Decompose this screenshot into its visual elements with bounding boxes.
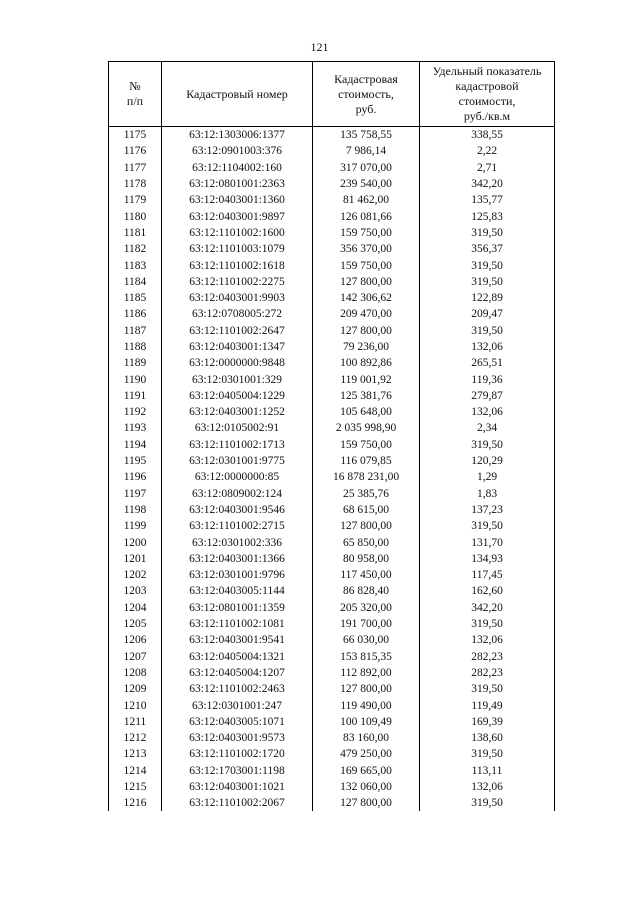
cadastral-value: 153 815,35: [313, 649, 420, 665]
cadastral-value: 2 035 998,90: [313, 420, 420, 436]
cadastral-value: 205 320,00: [313, 600, 420, 616]
row-index: 1202: [109, 567, 162, 583]
cadastral-number: 63:12:1101002:2647: [162, 323, 313, 339]
header-index: [109, 62, 162, 127]
row-index: 1185: [109, 290, 162, 306]
table-row: [109, 143, 555, 159]
cadastral-number: 63:12:1101002:1618: [162, 257, 313, 273]
cadastral-number: 63:12:1101003:1079: [162, 241, 313, 257]
specific-value: 1,83: [420, 486, 555, 502]
table-row: [109, 323, 555, 339]
row-index: 1206: [109, 632, 162, 648]
table-row: [109, 567, 555, 583]
row-index: 1179: [109, 192, 162, 208]
table-row: [109, 469, 555, 485]
row-index: 1181: [109, 225, 162, 241]
header-value-line3: руб.: [355, 101, 377, 116]
row-index: 1192: [109, 404, 162, 420]
specific-value: 135,77: [420, 192, 555, 208]
cadastral-value: 239 540,00: [313, 176, 420, 192]
table-row: [109, 534, 555, 550]
specific-value: 282,23: [420, 649, 555, 665]
table-row: [109, 486, 555, 502]
row-index: 1200: [109, 534, 162, 550]
cadastral-number: 63:12:0809002:124: [162, 486, 313, 502]
table-row: [109, 437, 555, 453]
table-row: [109, 388, 555, 404]
cadastral-value: 119 490,00: [313, 697, 420, 713]
row-index: 1212: [109, 730, 162, 746]
specific-value: 119,36: [420, 371, 555, 387]
table-row: [109, 730, 555, 746]
row-index: 1215: [109, 779, 162, 795]
specific-value: 119,49: [420, 697, 555, 713]
cadastral-number: 63:12:0403001:9897: [162, 208, 313, 224]
cadastral-value: 159 750,00: [313, 225, 420, 241]
cadastral-value: 127 800,00: [313, 274, 420, 290]
table-row: [109, 127, 555, 144]
table-row: [109, 665, 555, 681]
row-index: 1196: [109, 469, 162, 485]
cadastral-number: 63:12:0801001:2363: [162, 176, 313, 192]
cadastral-value: 127 800,00: [313, 795, 420, 811]
specific-value: 137,23: [420, 502, 555, 518]
cadastral-number: 63:12:1101002:2067: [162, 795, 313, 811]
cadastral-value: 127 800,00: [313, 323, 420, 339]
specific-value: 319,50: [420, 518, 555, 534]
specific-value: 209,47: [420, 306, 555, 322]
row-index: 1204: [109, 600, 162, 616]
cadastral-number: 63:12:0403001:1347: [162, 339, 313, 355]
cadastral-number: 63:12:0301001:329: [162, 371, 313, 387]
specific-value: 319,50: [420, 616, 555, 632]
specific-value: 132,06: [420, 404, 555, 420]
row-index: 1207: [109, 649, 162, 665]
cadastral-number: 63:12:0403001:1366: [162, 551, 313, 567]
header-specific-line4: руб./кв.м: [463, 109, 511, 123]
table-row: [109, 257, 555, 273]
row-index: 1189: [109, 355, 162, 371]
row-index: 1194: [109, 437, 162, 453]
table-row: [109, 371, 555, 387]
table-row: [109, 583, 555, 599]
cadastral-value: 159 750,00: [313, 257, 420, 273]
table-row: [109, 420, 555, 436]
specific-value: 138,60: [420, 730, 555, 746]
header-value-line1: Кадастровая: [334, 71, 398, 86]
table-row: [109, 697, 555, 713]
cadastral-number: 63:12:0403001:9541: [162, 632, 313, 648]
cadastral-value: 142 306,62: [313, 290, 420, 306]
header-cadastral-number: [162, 62, 313, 127]
cadastral-value: 127 800,00: [313, 518, 420, 534]
cadastral-number: 63:12:0403001:1252: [162, 404, 313, 420]
cadastral-number: 63:12:0301001:247: [162, 697, 313, 713]
cadastral-value: 119 001,92: [313, 371, 420, 387]
cadastral-number: 63:12:0403001:9903: [162, 290, 313, 306]
cadastral-number: 63:12:0403005:1144: [162, 583, 313, 599]
row-index: 1182: [109, 241, 162, 257]
table-row: [109, 404, 555, 420]
table-row: [109, 208, 555, 224]
table-row: [109, 241, 555, 257]
row-index: 1203: [109, 583, 162, 599]
specific-value: 319,50: [420, 681, 555, 697]
cadastral-value: 116 079,85: [313, 453, 420, 469]
cadastral-number: 63:12:0301001:9775: [162, 453, 313, 469]
cadastral-value: 209 470,00: [313, 306, 420, 322]
specific-value: 125,83: [420, 208, 555, 224]
cadastral-value: 79 236,00: [313, 339, 420, 355]
table-row: [109, 551, 555, 567]
row-index: 1180: [109, 208, 162, 224]
table-row: [109, 160, 555, 176]
table-row: [109, 290, 555, 306]
row-index: 1176: [109, 143, 162, 159]
cadastral-value: 65 850,00: [313, 534, 420, 550]
row-index: 1188: [109, 339, 162, 355]
row-index: 1209: [109, 681, 162, 697]
cadastral-number: 63:12:0708005:272: [162, 306, 313, 322]
row-index: 1187: [109, 323, 162, 339]
header-specific-line1: Удельный показатель: [432, 64, 542, 78]
cadastral-number: 63:12:0105002:91: [162, 420, 313, 436]
table-header-row: [109, 62, 555, 127]
specific-value: 162,60: [420, 583, 555, 599]
cadastral-value: 112 892,00: [313, 665, 420, 681]
cadastral-number: 63:12:0403005:1071: [162, 714, 313, 730]
table-row: [109, 746, 555, 762]
specific-value: 132,06: [420, 779, 555, 795]
specific-value: 356,37: [420, 241, 555, 257]
cadastral-value: 7 986,14: [313, 143, 420, 159]
table-row: [109, 632, 555, 648]
specific-value: 169,39: [420, 714, 555, 730]
header-specific-line3: стоимости,: [458, 94, 516, 108]
table-row: [109, 616, 555, 632]
cadastral-number: 63:12:0301002:336: [162, 534, 313, 550]
row-index: 1191: [109, 388, 162, 404]
specific-value: 319,50: [420, 274, 555, 290]
table-row: [109, 306, 555, 322]
specific-value: 319,50: [420, 225, 555, 241]
cadastral-number: 63:12:1104002:160: [162, 160, 313, 176]
cadastral-value: 126 081,66: [313, 208, 420, 224]
table-row: [109, 681, 555, 697]
row-index: 1213: [109, 746, 162, 762]
specific-value: 319,50: [420, 257, 555, 273]
row-index: 1211: [109, 714, 162, 730]
specific-value: 120,29: [420, 453, 555, 469]
specific-value: 342,20: [420, 176, 555, 192]
row-index: 1175: [109, 127, 162, 144]
header-specific-line2: кадастровой: [455, 79, 519, 93]
table-row: [109, 795, 555, 811]
table-row: [109, 355, 555, 371]
cadastral-number: 63:12:1101002:1600: [162, 225, 313, 241]
specific-value: 134,93: [420, 551, 555, 567]
table-row: [109, 779, 555, 795]
row-index: 1195: [109, 453, 162, 469]
row-index: 1177: [109, 160, 162, 176]
cadastral-value: 356 370,00: [313, 241, 420, 257]
cadastral-number: 63:12:0403001:1021: [162, 779, 313, 795]
row-index: 1210: [109, 697, 162, 713]
specific-value: 319,50: [420, 746, 555, 762]
cadastral-number: 63:12:0403001:9573: [162, 730, 313, 746]
cadastral-number: 63:12:0405004:1207: [162, 665, 313, 681]
specific-value: 132,06: [420, 632, 555, 648]
row-index: 1190: [109, 371, 162, 387]
specific-value: 279,87: [420, 388, 555, 404]
header-index-line2: п/п: [126, 94, 144, 108]
specific-value: 131,70: [420, 534, 555, 550]
table-row: [109, 502, 555, 518]
specific-value: 338,55: [420, 127, 555, 144]
cadastral-value: 68 615,00: [313, 502, 420, 518]
table-row: [109, 763, 555, 779]
specific-value: 2,22: [420, 143, 555, 159]
row-index: 1199: [109, 518, 162, 534]
table-row: [109, 649, 555, 665]
cadastral-number: 63:12:1101002:1713: [162, 437, 313, 453]
cadastral-number: 63:12:0901003:376: [162, 143, 313, 159]
row-index: 1201: [109, 551, 162, 567]
cadastral-value: 317 070,00: [313, 160, 420, 176]
cadastral-number: 63:12:1703001:1198: [162, 763, 313, 779]
cadastral-value: 105 648,00: [313, 404, 420, 420]
cadastral-value: 135 758,55: [313, 127, 420, 144]
header-specific-value: [420, 62, 555, 127]
row-index: 1198: [109, 502, 162, 518]
cadastral-value: 81 462,00: [313, 192, 420, 208]
cadastral-value: 159 750,00: [313, 437, 420, 453]
cadastral-value: 125 381,76: [313, 388, 420, 404]
table-row: [109, 714, 555, 730]
specific-value: 1,29: [420, 469, 555, 485]
cadastral-value: 86 828,40: [313, 583, 420, 599]
cadastral-number: 63:12:0403001:9546: [162, 502, 313, 518]
header-index-line1: №: [129, 79, 141, 93]
cadastral-value: 83 160,00: [313, 730, 420, 746]
row-index: 1205: [109, 616, 162, 632]
cadastral-value: 169 665,00: [313, 763, 420, 779]
row-index: 1178: [109, 176, 162, 192]
cadastral-number: 63:12:1101002:2463: [162, 681, 313, 697]
table-row: [109, 600, 555, 616]
cadastral-value: 127 800,00: [313, 681, 420, 697]
header-cadastral-value: [313, 62, 420, 127]
page-number: 121: [310, 40, 329, 54]
row-index: 1183: [109, 257, 162, 273]
table-body: [109, 127, 555, 812]
table-row: [109, 176, 555, 192]
specific-value: 132,06: [420, 339, 555, 355]
cadastral-number: 63:12:0301001:9796: [162, 567, 313, 583]
cadastral-number: 63:12:0801001:1359: [162, 600, 313, 616]
cadastral-number: 63:12:1101002:2275: [162, 274, 313, 290]
table-row: [109, 274, 555, 290]
table-row: [109, 453, 555, 469]
specific-value: 319,50: [420, 323, 555, 339]
cadastral-value: 132 060,00: [313, 779, 420, 795]
row-index: 1186: [109, 306, 162, 322]
row-index: 1184: [109, 274, 162, 290]
cadastral-number: 63:12:1303006:1377: [162, 127, 313, 144]
row-index: 1208: [109, 665, 162, 681]
cadastral-value: 80 958,00: [313, 551, 420, 567]
cadastral-number: 63:12:1101002:1720: [162, 746, 313, 762]
cadastral-number: 63:12:0000000:85: [162, 469, 313, 485]
specific-value: 319,50: [420, 437, 555, 453]
cadastral-value: 66 030,00: [313, 632, 420, 648]
specific-value: 265,51: [420, 355, 555, 371]
specific-value: 342,20: [420, 600, 555, 616]
cadastral-number: 63:12:1101002:1081: [162, 616, 313, 632]
specific-value: 282,23: [420, 665, 555, 681]
header-cadastral-number-text: Кадастровый номер: [186, 86, 288, 101]
specific-value: 117,45: [420, 567, 555, 583]
specific-value: 2,71: [420, 160, 555, 176]
table-row: [109, 225, 555, 241]
table-row: [109, 518, 555, 534]
cadastral-number: 63:12:0403001:1360: [162, 192, 313, 208]
cadastral-number: 63:12:0000000:9848: [162, 355, 313, 371]
row-index: 1197: [109, 486, 162, 502]
row-index: 1214: [109, 763, 162, 779]
specific-value: 2,34: [420, 420, 555, 436]
cadastral-value: 117 450,00: [313, 567, 420, 583]
row-index: 1216: [109, 795, 162, 811]
cadastral-number: 63:12:0405004:1321: [162, 649, 313, 665]
header-value-line2: стоимость,: [338, 86, 394, 101]
table-row: [109, 339, 555, 355]
cadastral-value: 191 700,00: [313, 616, 420, 632]
specific-value: 113,11: [420, 763, 555, 779]
table-row: [109, 192, 555, 208]
cadastral-value: 479 250,00: [313, 746, 420, 762]
cadastral-table: [108, 61, 555, 811]
cadastral-value: 100 892,86: [313, 355, 420, 371]
cadastral-number: 63:12:1101002:2715: [162, 518, 313, 534]
cadastral-number: 63:12:0405004:1229: [162, 388, 313, 404]
specific-value: 122,89: [420, 290, 555, 306]
cadastral-value: 16 878 231,00: [313, 469, 420, 485]
specific-value: 319,50: [420, 795, 555, 811]
cadastral-value: 25 385,76: [313, 486, 420, 502]
row-index: 1193: [109, 420, 162, 436]
cadastral-value: 100 109,49: [313, 714, 420, 730]
